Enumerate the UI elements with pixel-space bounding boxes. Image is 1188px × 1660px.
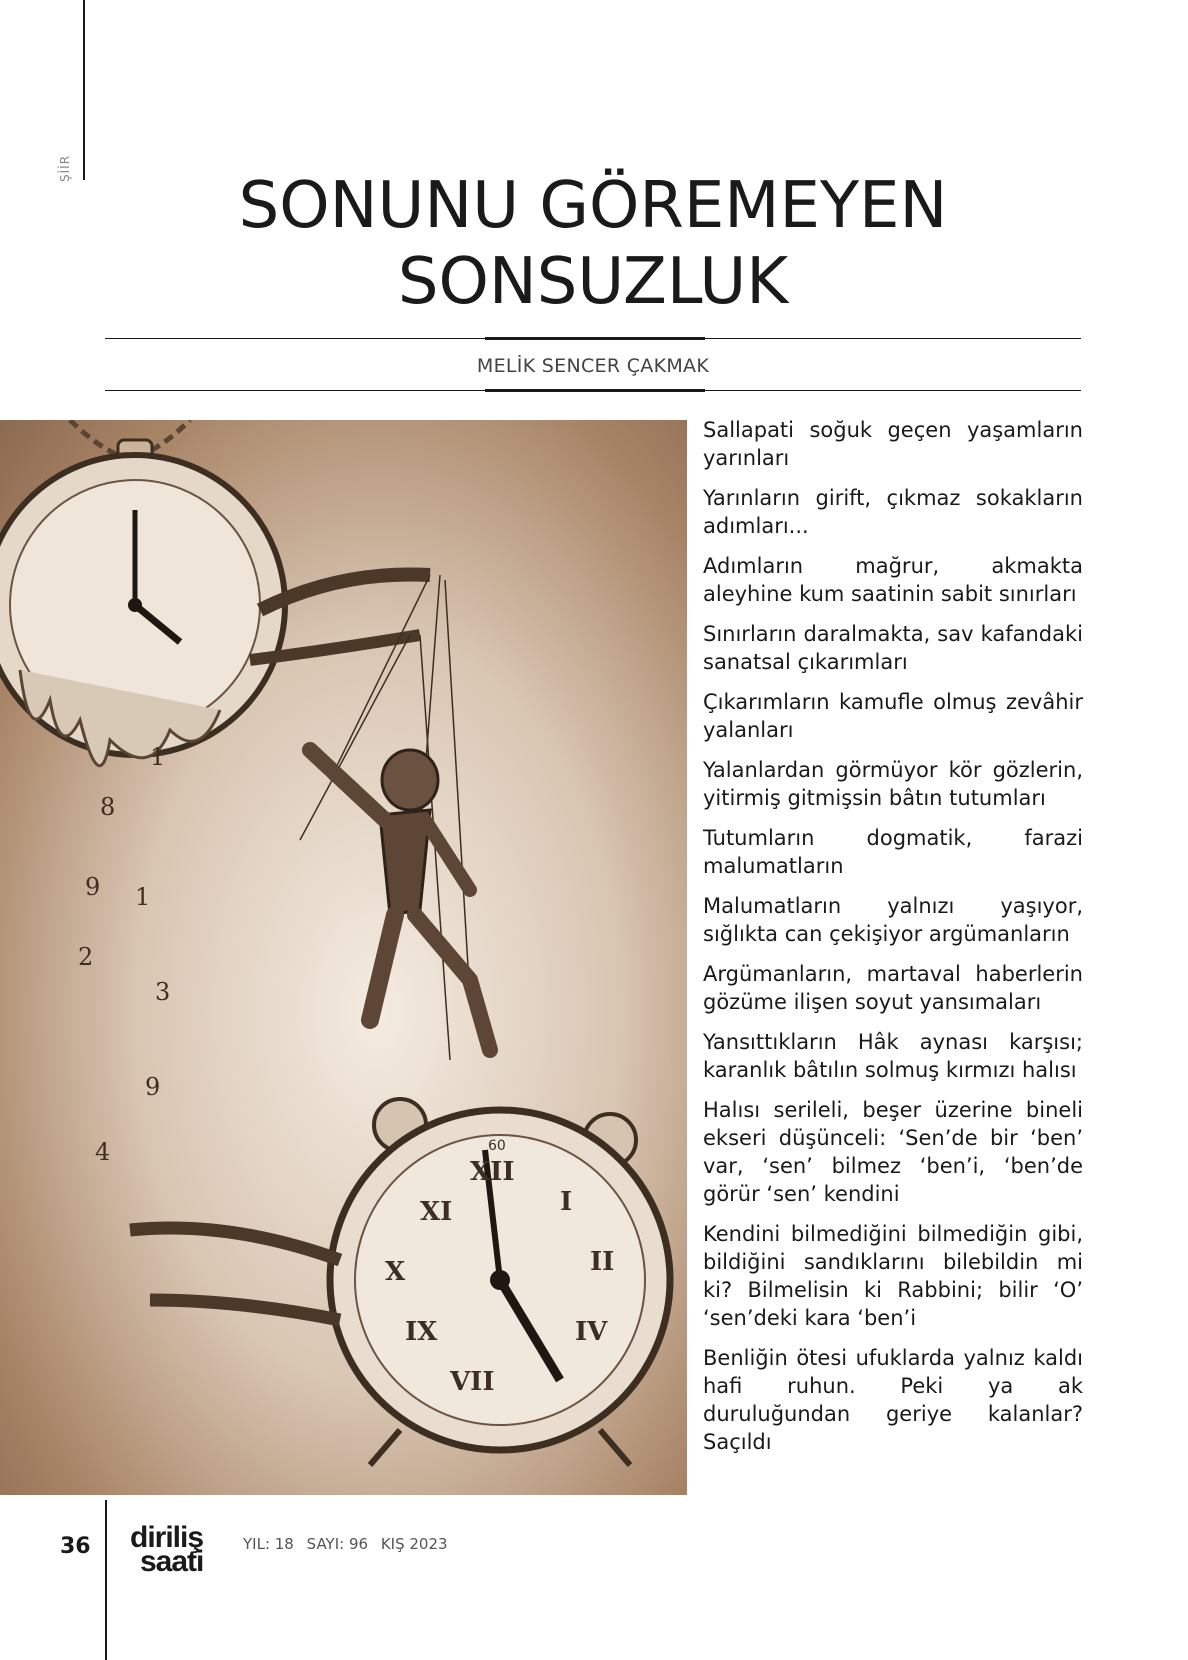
issue-season: KIŞ 2023 bbox=[380, 1535, 448, 1553]
magazine-logo bbox=[130, 1521, 204, 1578]
poem-stanza: Halısı serileli, beşer üzerine bineli ekseri düşünceli: ‘Sen’de bir ‘ben’ var, ‘sen’ bilmez ‘ben’i, ‘ben’de görür ‘sen’ kendini bbox=[703, 1098, 1083, 1206]
vertical-rule-top bbox=[83, 0, 85, 180]
svg-text:2: 2 bbox=[78, 943, 94, 971]
issue-number: SAYI: 96 bbox=[306, 1535, 369, 1553]
svg-text:XII: XII bbox=[470, 1157, 515, 1187]
svg-text:1: 1 bbox=[135, 883, 151, 911]
logo-line-2: saati bbox=[140, 1545, 204, 1578]
svg-text:3: 3 bbox=[155, 978, 171, 1006]
page-number: 36 bbox=[60, 1534, 91, 1559]
title-line-2: SONSUZLUK bbox=[397, 245, 789, 319]
logo-line-1: diriliş bbox=[130, 1521, 204, 1554]
issue-info bbox=[243, 1535, 456, 1553]
poem-stanza: Sallapati soğuk geçen yaşamların yarınları bbox=[703, 418, 1083, 470]
title-line-1: SONUNU GÖREMEYEN bbox=[238, 169, 948, 243]
poem-stanza: Benliğin ötesi ufuklarda yalnız kaldı hafi ruhun. Peki ya ak duruluğundan geriye kalanlar? Saçıldı bbox=[703, 1346, 1083, 1454]
poem-stanza: Yalanlardan görmüyor kör gözlerin, yitirmiş gitmişsin bâtın tutumları bbox=[703, 758, 1083, 810]
author-name: MELİK SENCER ÇAKMAK bbox=[476, 355, 710, 377]
vertical-rule-bottom bbox=[105, 1500, 107, 1660]
svg-text:I: I bbox=[560, 1187, 573, 1217]
svg-text:8: 8 bbox=[100, 793, 116, 821]
svg-text:IV: IV bbox=[575, 1317, 608, 1347]
svg-text:9: 9 bbox=[145, 1073, 161, 1101]
poem-body bbox=[703, 416, 1083, 1468]
poem-stanza: Kendini bilmediğini bilmediğin gibi, bildiğini sandıklarını bilebildin mi ki? Bilmelisin ki Rabbini; bilir ‘O’ ‘sen’deki kara ‘ben’i bbox=[703, 1222, 1083, 1330]
clock-puppet-illustration-icon bbox=[0, 420, 687, 1495]
poem-stanza: Argümanların, martaval haberlerin gözüme ilişen soyut yansımaları bbox=[703, 962, 1083, 1014]
article-title bbox=[105, 168, 1081, 320]
svg-text:VII: VII bbox=[450, 1367, 495, 1397]
svg-text:60: 60 bbox=[488, 1138, 506, 1154]
section-tag: ŞİİR bbox=[58, 154, 72, 182]
svg-text:II: II bbox=[590, 1247, 615, 1277]
svg-text:XI: XI bbox=[420, 1197, 453, 1227]
clock-puppet-illustration bbox=[0, 420, 687, 1495]
author-rule-accent-bottom bbox=[485, 389, 705, 392]
poem-stanza: Çıkarımların kamufle olmuş zevâhir yalanları bbox=[703, 690, 1083, 742]
poem-stanza: Tutumların dogmatik, farazi malumatların bbox=[703, 826, 1083, 878]
poem-stanza: Yarınların girift, çıkmaz sokakların adımları... bbox=[703, 486, 1083, 538]
svg-text:X: X bbox=[385, 1257, 406, 1287]
svg-text:4: 4 bbox=[95, 1138, 111, 1166]
svg-text:9: 9 bbox=[85, 873, 101, 901]
poem-stanza: Malumatların yalnızı yaşıyor, sığlıkta can çekişiyor argümanların bbox=[703, 894, 1083, 946]
poem-stanza: Adımların mağrur, akmakta aleyhine kum saatinin sabit sınırları bbox=[703, 554, 1083, 606]
svg-text:IX: IX bbox=[405, 1317, 438, 1347]
poem-stanza: Sınırların daralmakta, sav kafandaki sanatsal çıkarımları bbox=[703, 622, 1083, 674]
svg-text:1: 1 bbox=[150, 743, 166, 771]
title-rule-accent-top bbox=[485, 337, 705, 340]
issue-year: YIL: 18 bbox=[243, 1535, 294, 1553]
poem-stanza: Yansıttıkların Hâk aynası karşısı; karanlık bâtılın solmuş kırmızı halısı bbox=[703, 1030, 1083, 1082]
